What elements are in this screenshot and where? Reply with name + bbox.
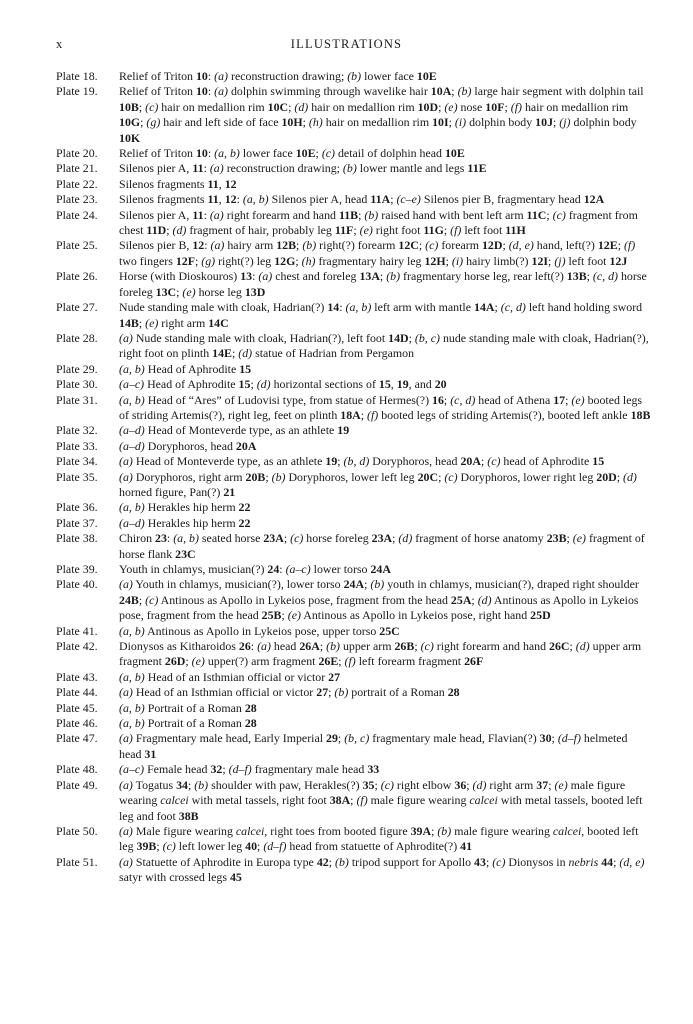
plate-caption: Silenos pier A, 11: (a) reconstruction drawing; (b) lower mantle and legs 11E [119, 161, 487, 176]
plate-entry [56, 670, 652, 685]
plate-caption: (a–d) Herakles hip herm 22 [119, 515, 251, 530]
plate-label: Plate 39. [56, 562, 98, 576]
plate-caption: (a, b) Portrait of a Roman 28 [119, 700, 257, 715]
plate-label: Plate 50. [56, 823, 98, 838]
plate-entry [56, 300, 652, 331]
plate-caption: Youth in chlamys, musician(?) 24: (a–c) lower torso 24A [119, 562, 391, 576]
plate-caption: Silenos fragments 11, 12: (a, b) Silenos pier A, head 11A; (c–e) Silenos pier B, fragmentary head 12A [119, 192, 605, 207]
plate-caption: Horse (with Dioskouros) 13: (a) chest and foreleg 13A; (b) fragmentary horse leg, rear left(?) 13B; (c, d) horse foreleg 13C; (e) horse leg 13D [119, 269, 647, 299]
plate-label: Plate 19. [56, 84, 98, 99]
plate-caption: (a, b) Head of Aphrodite 15 [119, 361, 252, 376]
plate-label: Plate 40. [56, 577, 98, 592]
running-head: ILLUSTRATIONS [290, 37, 403, 51]
plate-label: Plate 28. [56, 330, 98, 345]
plate-label: Plate 43. [56, 669, 98, 684]
plate-caption: Silenos fragments 11, 12 [119, 176, 237, 191]
plate-caption: Nude standing male with cloak, Hadrian(?) 14: (a, b) left arm with mantle 14A; (c, d) left hand holding sword 14B; (e) right arm 14C [119, 300, 643, 330]
plate-label: Plate 23. [56, 192, 98, 207]
plate-caption: (a–d) Doryphoros, head 20A [119, 438, 257, 453]
plate-entry [56, 731, 652, 762]
plate-caption: (a) Doryphoros, right arm 20B; (b) Doryphoros, lower left leg 20C; (c) Doryphoros, lower right leg 20D; (d) horned figure, Pan(?) 21 [119, 469, 637, 499]
plate-label: Plate 41. [56, 623, 98, 638]
plate-entry [56, 500, 652, 515]
plate-label: Plate 29. [56, 361, 98, 376]
plate-caption: (a) Youth in chlamys, musician(?), lower torso 24A; (b) youth in chlamys, musician(?), draped right shoulder 24B; (c) Antinous as Apollo in Lykeios pose, fragment from the head 25A; (d) Antinous as Apollo in Lykeios pose, fragment from the head 25B; (e) Antinous as Apollo in Lykeios pose, right hand 25D [119, 577, 639, 623]
plate-label: Plate 36. [56, 500, 98, 515]
plate-entry [56, 701, 652, 716]
plate-label: Plate 24. [56, 207, 98, 222]
plate-label: Plate 45. [56, 700, 98, 715]
plate-entry [56, 208, 652, 239]
plate-caption: (a–c) Female head 32; (d–f) fragmentary male head 33 [119, 762, 380, 777]
plate-entry [56, 377, 652, 392]
plate-entry [56, 161, 652, 176]
plate-label: Plate 32. [56, 423, 98, 438]
plate-entry [56, 146, 652, 161]
plate-label: Plate 30. [56, 377, 98, 392]
plate-entry [56, 762, 652, 777]
plate-label: Plate 47. [56, 731, 98, 746]
plate-label: Plate 35. [56, 469, 98, 484]
plate-label: Plate 31. [56, 392, 98, 407]
plate-entry [56, 685, 652, 700]
plate-label: Plate 38. [56, 531, 98, 546]
plate-label: Plate 37. [56, 515, 98, 530]
plate-caption: Relief of Triton 10: (a) dolphin swimming through wavelike hair 10A; (b) large hair segment with dolphin tail 10B; (c) hair on medallion rim 10C; (d) hair on medallion rim 10D; (e) nose 10F; (f) hair on medallion rim 10G; (g) hair and left side of face 10H; (h) hair on medallion rim 10I; (i) dolphin body 10J; (j) dolphin body 10K [119, 84, 644, 145]
plate-label: Plate 33. [56, 438, 98, 453]
plate-entry [56, 177, 652, 192]
page-header [0, 37, 693, 55]
plate-caption: (a) Head of an Isthmian official or victor 27; (b) portrait of a Roman 28 [119, 685, 460, 700]
plate-caption: (a, b) Portrait of a Roman 28 [119, 716, 257, 731]
plate-entry [56, 855, 652, 886]
plate-label: Plate 27. [56, 300, 98, 315]
plate-label: Plate 25. [56, 238, 98, 253]
plate-entry [56, 393, 652, 424]
plate-caption: (a–c) Head of Aphrodite 15; (d) horizontal sections of 15, 19, and 20 [119, 377, 447, 392]
plate-label: Plate 22. [56, 176, 98, 191]
plate-entry [56, 192, 652, 207]
plate-entry [56, 470, 652, 501]
plate-label: Plate 21. [56, 161, 98, 176]
plate-label: Plate 44. [56, 685, 98, 700]
plate-entry [56, 331, 652, 362]
plate-caption: (a) Togatus 34; (b) shoulder with paw, Herakles(?) 35; (c) right elbow 36; (d) right arm 37; (e) male figure wearing calcei with metal tassels, right foot 38A; (f) male figure wearing calcei with metal tassels, booted left leg and foot 38B [119, 777, 643, 823]
plate-caption: (a, b) Antinous as Apollo in Lykeios pose, upper torso 25C [119, 623, 400, 638]
plate-entry [56, 84, 652, 146]
plate-caption: Silenos pier A, 11: (a) right forearm and hand 11B; (b) raised hand with bent left arm 11C; (c) fragment from chest 11D; (d) fragment of hair, probably leg 11F; (e) right foot 11G; (f) left foot 11H [119, 207, 638, 238]
page-number: x [56, 37, 63, 51]
plate-label: Plate 20. [56, 146, 98, 161]
plate-entry [56, 577, 652, 623]
plate-entry [56, 362, 652, 377]
plate-caption: (a) Head of Monteverde type, as an athlete 19; (b, d) Doryphoros, head 20A; (c) head of Aphrodite 15 [119, 454, 605, 469]
plate-entry [56, 624, 652, 639]
plate-caption: (a–d) Head of Monteverde type, as an athlete 19 [119, 423, 350, 438]
plate-label: Plate 48. [56, 762, 98, 777]
plate-caption: (a, b) Herakles hip herm 22 [119, 500, 251, 515]
plate-entry [56, 454, 652, 469]
plate-entry [56, 439, 652, 454]
plate-entry [56, 824, 652, 855]
plate-caption: (a) Nude standing male with cloak, Hadrian(?), left foot 14D; (b, c) nude standing male with cloak, Hadrian(?), right foot on plinth 14E; (d) statue of Hadrian from Pergamon [119, 330, 649, 361]
plate-entry [56, 238, 652, 269]
plate-entry [56, 423, 652, 438]
plate-entry [56, 716, 652, 731]
plate-label: Plate 46. [56, 716, 98, 731]
plate-caption: Chiron 23: (a, b) seated horse 23A; (c) horse foreleg 23A; (d) fragment of horse anatomy 23B; (e) fragment of horse flank 23C [119, 531, 645, 561]
plate-entry [56, 531, 652, 562]
plate-entry [56, 562, 652, 577]
plate-entry [56, 516, 652, 531]
plate-label: Plate 18. [56, 69, 98, 83]
plate-label: Plate 26. [56, 269, 98, 284]
plate-list [56, 69, 652, 886]
plate-caption: Dionysos as Kitharoidos 26: (a) head 26A; (b) upper arm 26B; (c) right forearm and hand 26C; (d) upper arm fragment 26D; (e) upper(?) arm fragment 26E; (f) left forearm fragment 26F [119, 639, 642, 669]
plate-caption: (a) Statuette of Aphrodite in Europa type 42; (b) tripod support for Apollo 43; (c) Dionysos in nebris 44; (d, e) satyr with crossed legs 45 [119, 854, 645, 885]
plate-caption: (a, b) Head of an Isthmian official or victor 27 [119, 669, 341, 684]
plate-caption: (a) Fragmentary male head, Early Imperial 29; (b, c) fragmentary male head, Flavian(?) 30; (d–f) helmeted head 31 [119, 731, 628, 761]
plate-caption: Relief of Triton 10: (a) reconstruction drawing; (b) lower face 10E [119, 69, 437, 83]
plate-caption: Relief of Triton 10: (a, b) lower face 10E; (c) detail of dolphin head 10E [119, 146, 465, 161]
plate-label: Plate 49. [56, 777, 98, 792]
plate-caption: Silenos pier B, 12: (a) hairy arm 12B; (b) right(?) forearm 12C; (c) forearm 12D; (d, e) hand, left(?) 12E; (f) two fingers 12F; (g) right(?) leg 12G; (h) fragmentary hairy leg 12H; (i) hairy limb(?) 12I; (j) left foot 12J [119, 238, 636, 268]
plate-entry [56, 69, 652, 84]
plate-caption: (a, b) Head of “Ares” of Ludovisi type, from statue of Hermes(?) 16; (c, d) head of Athena 17; (e) booted legs of striding Artemis(?), right leg, feet on plinth 18A; (f) booted legs of striding Artemis(?), booted left ankle 18B [119, 392, 651, 422]
plate-entry [56, 778, 652, 824]
plate-entry [56, 639, 652, 670]
plate-caption: (a) Male figure wearing calcei, right toes from booted figure 39A; (b) male figure wearing calcei, booted left leg 39B; (c) left lower leg 40; (d–f) head from statuette of Aphrodite(?) 41 [119, 823, 639, 854]
plate-label: Plate 34. [56, 454, 98, 469]
plate-label: Plate 42. [56, 639, 98, 654]
plate-label: Plate 51. [56, 854, 98, 869]
plate-entry [56, 269, 652, 300]
